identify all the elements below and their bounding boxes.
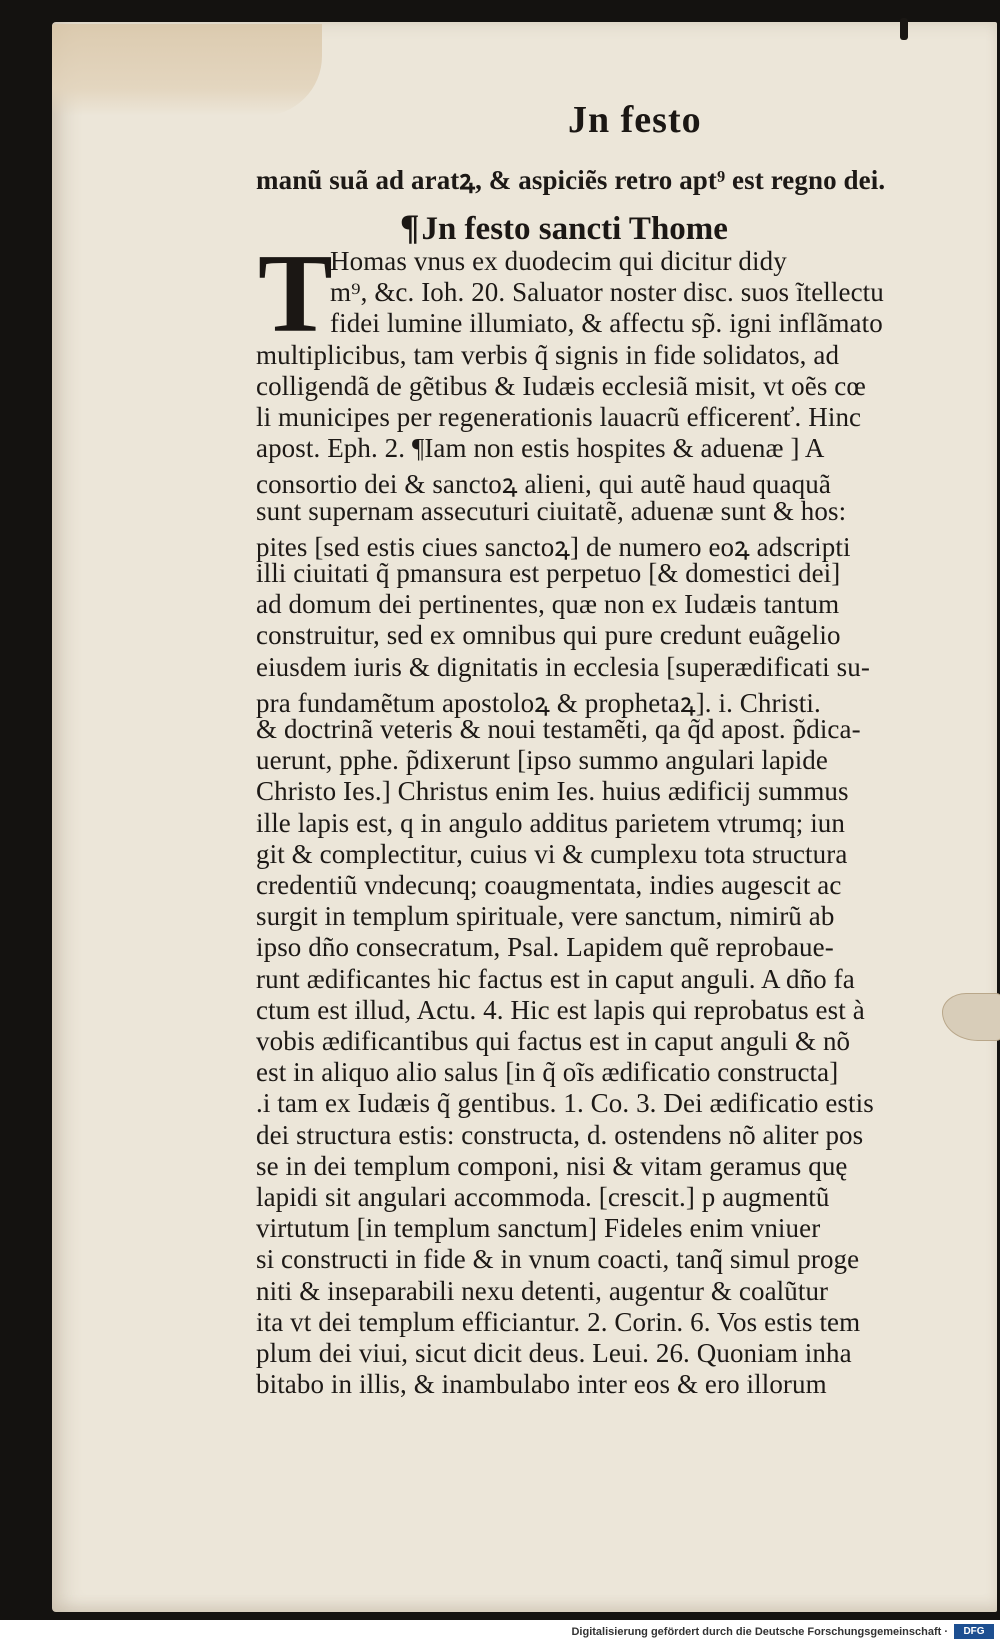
text-line: colligendã de gẽtibus & Iudæis ecclesiã misit, vt oẽs cœ — [256, 370, 866, 401]
text-line: vobis ædificantibus qui factus est in caput anguli & nõ — [256, 1026, 851, 1056]
text-line: lapidi sit angulari accommoda. [crescit.] p augmentũ — [256, 1182, 830, 1212]
text-line: se in dei templum componi, nisi & vitam geramus quę — [256, 1150, 848, 1181]
text-line: ita vt dei templum efficiantur. 2. Corin. 6. Vos estis tem — [256, 1306, 861, 1337]
section-heading — [400, 206, 728, 248]
text-line: eiusdem iuris & dignitatis in ecclesia [superædificati su- — [256, 651, 870, 682]
text-line: li municipes per regenerationis lauacrũ efficerenť. Hinc — [256, 402, 862, 432]
catchline: manũ suã ad aratꝝ, & aspiciẽs retro apt⁹ est regno dei. — [256, 165, 886, 195]
text-line: niti & inseparabili nexu detenti, augentur & coalũtur — [256, 1275, 829, 1306]
text-line: m⁹, &c. Ioh. 20. Saluator noster disc. suos ĩtellectu — [330, 277, 884, 308]
text-line: est in aliquo alio salus [in q̃ oĩs ædificatio constructa] — [256, 1057, 839, 1088]
text-line: virtutum [in templum sanctum] Fideles enim vniuer — [256, 1213, 821, 1244]
text-line: apost. Eph. 2. ¶Iam non estis hospites & aduenæ ] A — [256, 433, 825, 464]
text-line: .i tam ex Iudæis q̃ gentibus. 1. Co. 3. Dei ædificatio estis — [256, 1088, 874, 1119]
text-line: illi ciuitati q̃ pmansura est perpetuo [& domestici dei] — [256, 558, 841, 588]
text-line: construitur, sed ex omnibus qui pure credunt euãgelio — [256, 620, 841, 651]
text-line: ille lapis est, q in angulo additus parietem vtrumq; iun — [256, 807, 845, 838]
text-line: & doctrinã veteris & noui testamẽti, qa q̃d apost. p̃dica- — [256, 714, 861, 744]
text-line: ctum est illud, Actu. 4. Hic est lapis qui reprobatus est à — [256, 994, 865, 1025]
running-head: Jn festo — [568, 99, 702, 141]
text-line: Christo Ies.] Christus enim Ies. huius ædificij summus — [256, 776, 849, 807]
text-line: consortio dei & sanctoꝝ alieni, qui autẽ haud quaquã — [256, 469, 831, 500]
text-line: si constructi in fide & in vnum coacti, tanq̃ simul proge — [256, 1244, 860, 1275]
text-line: git & complectitur, cuius vi & cumplexu tota structura — [256, 838, 848, 869]
text-line: sunt supernam assecuturi ciuitatẽ, aduenæ sunt & hos: — [256, 495, 847, 526]
text-line: surgit in templum spirituale, vere sanctum, nimirũ ab — [256, 901, 835, 932]
pilcrow-mark: ¶ — [400, 207, 420, 247]
text-line: runt ædificantes hic factus est in caput anguli. A dño fa — [256, 963, 855, 994]
text-line: fidei lumine illumiato, & affectu sp̃. igni inflãmato — [330, 308, 883, 339]
text-line: credentiũ vndecunq; coaugmentata, indies augescit ac — [256, 870, 842, 900]
footer-credit: Digitalisierung gefördert durch die Deutsche Forschungsgemeinschaft · — [571, 1626, 948, 1638]
text-line: uerunt, pphe. p̃dixerunt [ipso summo angulari lapide — [256, 745, 828, 776]
text-line: pra fundamẽtum apostoloꝝ & prophetaꝝ]. i. Christi. — [256, 687, 821, 718]
text-line: ipso dño consecratum, Psal. Lapidem quẽ reprobaue- — [256, 932, 834, 963]
paper-stain — [52, 24, 322, 116]
text-line: ad domum dei pertinentes, quæ non ex Iudæis tantum — [256, 589, 840, 620]
text-line: dei structura estis: constructa, d. ostendens nõ aliter pos — [256, 1119, 864, 1150]
text-line: bitabo in illis, & inambulabo inter eos & ero illorum — [256, 1369, 827, 1400]
text-line: pites [sed estis ciues sanctoꝝ] de numero eoꝝ adscripti — [256, 531, 851, 562]
section-heading-text: Jn festo sancti Thome — [421, 211, 728, 247]
text-line: plum dei viui, sicut dicit deus. Leui. 26. Quoniam inha — [256, 1338, 852, 1368]
dfg-logo: DFG — [954, 1624, 994, 1639]
corner-mark — [900, 18, 908, 40]
text-line: Homas vnus ex duodecim qui dicitur didy — [330, 246, 787, 276]
text-line: multiplicibus, tam verbis q̃ signis in fide solidatos, ad — [256, 339, 840, 370]
decorated-initial: T — [258, 232, 333, 356]
